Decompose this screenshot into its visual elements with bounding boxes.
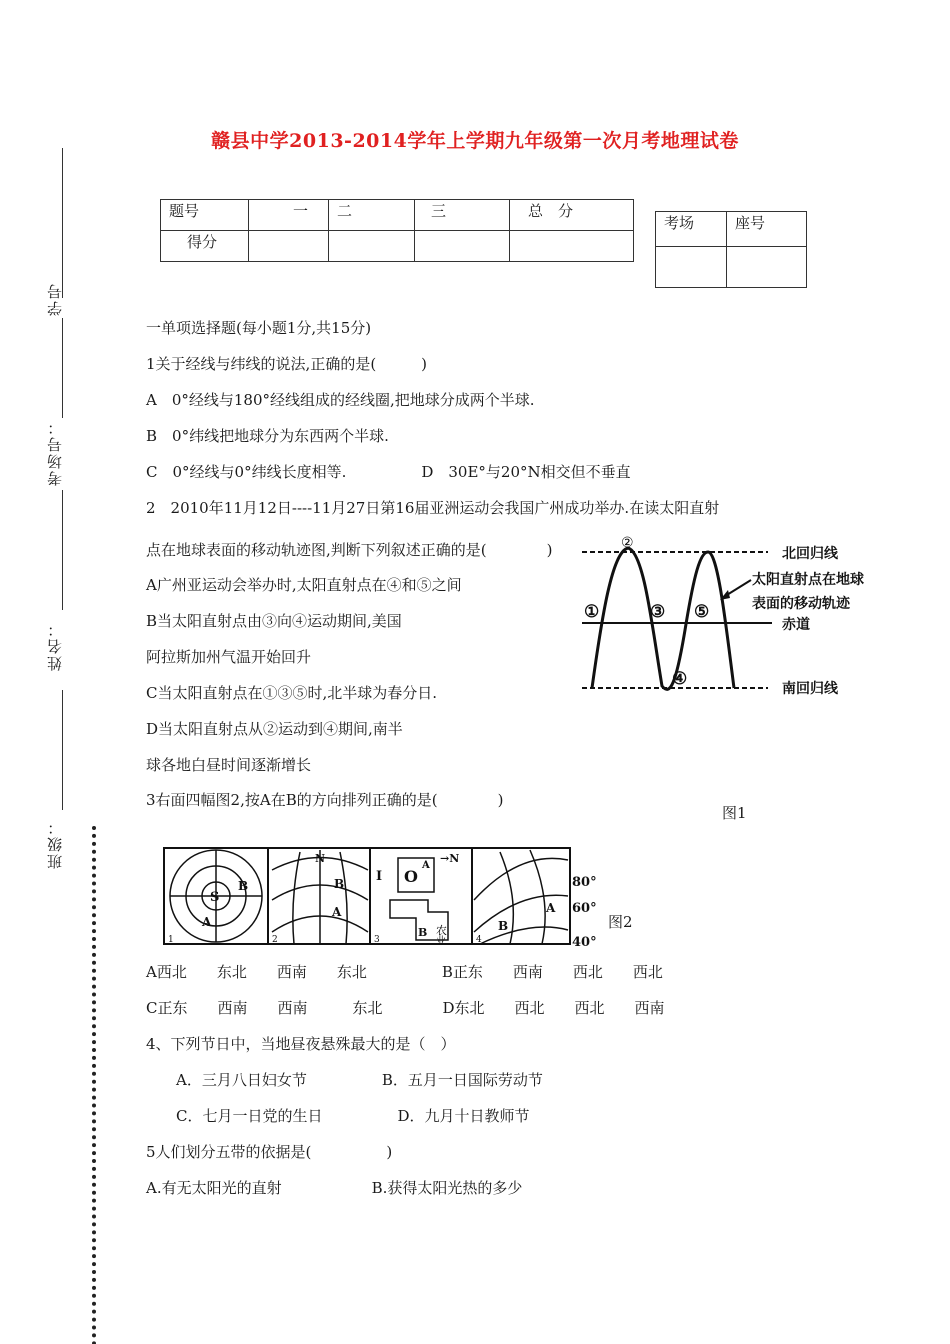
question-3-options-a-b: A西北 东北 西南 东北 B正东 西南 西北 西北 <box>146 963 663 981</box>
svg-text:农: 农 <box>436 924 447 937</box>
question-3-options-c-d: C正东 西南 西南 东北 D东北 西北 西北 西南 <box>146 999 665 1017</box>
svg-text:A: A <box>332 905 342 919</box>
question-2-option-c: C当太阳直射点在①③⑤时,北半球为春分日. <box>146 684 438 702</box>
score-header-3: 三 <box>415 200 510 231</box>
question-4-options-a-b: A．三月八日妇女节 B．五月一日国际劳动节 <box>146 1071 543 1089</box>
seat-header-room: 考场 <box>656 212 727 247</box>
svg-text:3: 3 <box>374 935 380 945</box>
question-1: 1关于经线与纬线的说法,正确的是( ) <box>146 355 428 373</box>
question-2-option-b-cont: 阿拉斯加州气温开始回升 <box>146 648 312 666</box>
point-4-label: ④ <box>672 669 688 689</box>
label-kaochang: 考场号： <box>46 418 64 486</box>
page-title: 赣县中学2013-2014学年上学期九年级第一次月考地理试卷 <box>211 130 739 152</box>
score-header-1: 一 <box>249 200 329 231</box>
figure-1-sun-track <box>576 536 886 706</box>
lat-40-label: 40° <box>572 935 597 950</box>
svg-text:2: 2 <box>272 935 278 945</box>
north-tropic-label: 北回归线 <box>782 546 838 562</box>
label-xuehao: 学号 <box>46 282 64 316</box>
svg-text:B: B <box>238 879 249 893</box>
score-header-label: 题号 <box>161 200 249 231</box>
svg-text:→N: →N <box>440 852 460 865</box>
map-2-north-label: N <box>315 852 326 865</box>
score-header-2: 二 <box>329 200 415 231</box>
map-4-grid <box>474 850 568 944</box>
question-1-option-c-d: C 0°经线与0°纬线长度相等. D 30E°与20°N相交但不垂直 <box>146 463 631 481</box>
margin-line <box>62 690 63 810</box>
svg-text:B: B <box>418 926 428 939</box>
question-2-option-d-cont: 球各地白昼时间逐渐增长 <box>146 756 312 774</box>
svg-text:A: A <box>546 901 556 915</box>
svg-text:O: O <box>404 867 418 886</box>
score-row-label: 得分 <box>161 231 249 262</box>
point-5-label: ⑤ <box>694 602 710 622</box>
section-heading: 一单项选择题(每小题1分,共15分) <box>146 319 372 337</box>
svg-text:A: A <box>422 860 430 871</box>
score-header-total: 总 分 <box>510 200 634 231</box>
margin-line <box>62 490 63 610</box>
south-tropic-label: 南回归线 <box>782 681 838 697</box>
lat-80-label: 80° <box>572 875 597 890</box>
label-name: 姓名： <box>46 620 64 671</box>
seat-table <box>655 211 807 288</box>
point-1-label: ① <box>584 602 600 622</box>
point-3-label: ③ <box>650 602 666 622</box>
svg-text:S: S <box>210 890 220 905</box>
seat-cell-room[interactable] <box>656 247 727 288</box>
score-cell-total[interactable] <box>510 231 634 262</box>
svg-text:B: B <box>334 877 345 891</box>
seat-header-seat: 座号 <box>727 212 807 247</box>
score-cell-2[interactable] <box>329 231 415 262</box>
figure-1-caption: 图1 <box>722 804 747 822</box>
svg-text:B: B <box>498 919 509 933</box>
question-5-options-a-b: A.有无太阳光的直射 B.获得太阳光热的多少 <box>146 1179 523 1197</box>
question-3: 3右面四幅图2,按A在B的方向排列正确的是( ) <box>146 791 504 809</box>
lat-60-label: 60° <box>572 901 597 916</box>
figure-2-maps <box>160 840 600 950</box>
seat-cell-seat[interactable] <box>727 247 807 288</box>
score-cell-1[interactable] <box>249 231 329 262</box>
svg-text:I: I <box>376 869 383 884</box>
svg-text:业: 业 <box>436 936 446 947</box>
question-2-option-d: D当太阳直射点从②运动到④期间,南半 <box>146 720 403 738</box>
question-4-options-c-d: C．七月一日党的生日 D．九月十日教师节 <box>146 1107 530 1125</box>
margin-line <box>62 318 63 418</box>
track-label-line1: 太阳直射点在地球 <box>752 572 864 588</box>
question-2-cont: 点在地球表面的移动轨迹图,判断下列叙述正确的是( ) <box>146 541 553 559</box>
svg-text:A: A <box>202 915 212 929</box>
point-2-label: ② <box>621 536 634 551</box>
question-4: 4、下列节日中，当地昼夜悬殊最大的是（ ） <box>146 1035 456 1053</box>
equator-label: 赤道 <box>782 617 810 633</box>
question-1-option-a: A 0°经线与180°经线组成的经线圈,把地球分成两个半球. <box>146 391 535 409</box>
question-2: 2 2010年11月12日----11月27日第16届亚洲运动会我国广州成功举办.在读太阳直射 <box>146 499 720 517</box>
svg-text:4: 4 <box>476 935 482 945</box>
question-1-option-b: B 0°纬线把地球分为东西两个半球. <box>146 427 389 445</box>
svg-text:1: 1 <box>168 935 174 945</box>
question-2-option-a: A广州亚运动会举办时,太阳直射点在④和⑤之间 <box>146 576 462 594</box>
margin-line <box>62 148 63 298</box>
score-table <box>160 199 634 262</box>
label-class: 班级： <box>46 818 64 869</box>
question-5: 5人们划分五带的依据是( ) <box>146 1143 393 1161</box>
binding-dotted-line <box>92 826 96 1344</box>
score-cell-3[interactable] <box>415 231 510 262</box>
track-label-line2: 表面的移动轨迹 <box>752 596 850 612</box>
question-2-option-b: B当太阳直射点由③向④运动期间,美国 <box>146 612 402 630</box>
figure-2-caption: 图2 <box>608 913 633 931</box>
